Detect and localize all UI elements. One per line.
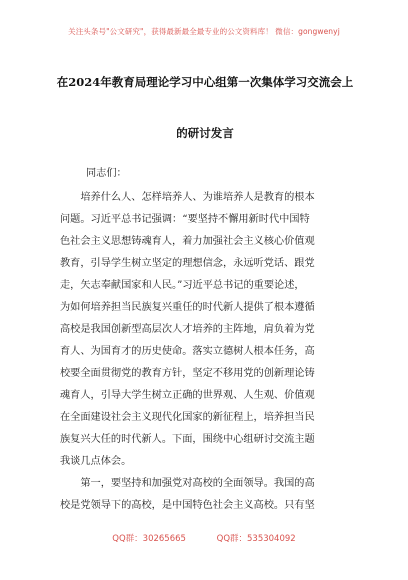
salutation: 同志们： (86, 168, 127, 179)
body-line: 为如何培养担当民族复兴重任的时代新人提供了根本遵循 (60, 302, 315, 313)
footer-qq-group-1: QQ群：30265665 (112, 534, 186, 544)
body-line: 魂育人，引导大学生树立正确的世界观、人生观、价值观 (60, 390, 315, 401)
body-line: 育人、为国育才的历史使命。落实立德树人根本任务，高 (60, 346, 315, 357)
document-title-line-1: 在2024年教育局理论学习中心组第一次集体学习交流会上 (56, 75, 354, 89)
header-banner: 关注头条号"公文研究"，获得最新最全最专业的公文资料库！ 微信：gongwenyj (68, 27, 340, 36)
body-line: 我谈几点体会。 (60, 456, 132, 467)
body-line: 族复兴大任的时代新人。下面，围绕中心组研讨交流主题 (60, 434, 315, 445)
body-line: 在全面建设社会主义现代化国家的新征程上，培养担当民 (60, 412, 315, 423)
body-line: 高校是我国创新型高层次人才培养的主阵地，肩负着为党 (60, 324, 315, 335)
body-line: 培养什么人、怎样培养人、为谁培养人是教育的根本 (60, 192, 315, 203)
document-title-line-2: 的研讨发言 (176, 126, 234, 140)
body-line: 教育，引导学生树立坚定的理想信念，永远听党话、跟党 (60, 258, 315, 269)
footer-qq-group-2: QQ群：535304092 (216, 534, 296, 544)
body-line: 色社会主义思想铸魂育人，着力加强社会主义核心价值观 (60, 236, 315, 247)
body-line: 走，矢志奉献国家和人民。”习近平总书记的重要论述， (60, 280, 305, 291)
footer (0, 532, 408, 544)
body-line: 问题。习近平总书记强调：“要坚持不懈用新时代中国特 (60, 214, 310, 225)
body-line: 第一，要坚持和加强党对高校的全面领导。我国的高 (60, 478, 315, 489)
body-line: 校要全面贯彻党的教育方针，坚定不移用党的创新理论铸 (60, 368, 315, 379)
body-line: 校是党领导下的高校，是中国特色社会主义高校。只有坚 (60, 500, 315, 511)
